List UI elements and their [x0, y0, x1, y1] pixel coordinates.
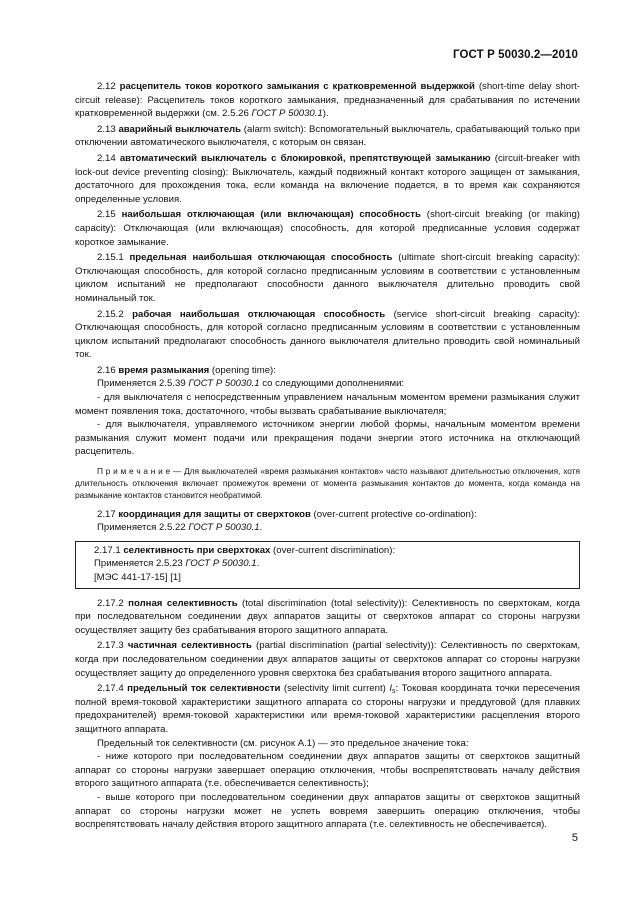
- clause-2-14: 2.14 автоматический выключатель с блокировкой, препятствующей замыканию (circuit-breaker with lock-out device preventing closing): Выключатель, каждый подвижный контакт которого защищен от замыкания, достаточного для прохождения тока, если команда на включение подается, в то время как сохраняются определенные условия.: [75, 152, 581, 205]
- term: полная селективность: [128, 597, 238, 609]
- clause-2-16-item-1: - для выключателя с непосредственным управлением начальным моментом времени размыкания служит момент появления тока, достаточного, чтобы вызвать срабатывание выключателя;: [75, 392, 580, 417]
- term: время размыкания: [118, 364, 210, 376]
- term: наибольшая отключающая (или включающая) способность: [121, 209, 421, 221]
- iec-reference: [МЭС 441-17-15] [1]: [94, 572, 181, 584]
- clause-2-17-2: 2.17.2 полная селективность (total discrimination (total selectivity)): Селективность по сверхтокам, когда при последовательном соединении двух аппаратов защиты от сверхтоков аппарат со стороны нагрузки осуществляет защиту без срабатывания второго защитного аппарата.: [75, 597, 580, 636]
- clause-2-17: 2.17 координация для защиты от сверхтоков (over-current protective co-ordination):: [97, 508, 477, 520]
- term: частичная селективность: [127, 640, 252, 652]
- term: предельная наибольшая отключающая способность: [129, 252, 393, 264]
- term: аварийный выключатель: [118, 123, 242, 135]
- clause-2-16: 2.16 время размыкания (opening time):: [97, 364, 276, 376]
- clause-2-17-4: 2.17.4 предельный ток селективности (selectivity limit current) $I_s$: Токовая координата точки пересечения полной время-токовой характеристики защитного аппарата со стороны нагрузки и преддуговой (для плавких предохранителей) время-токовой характеристики или время-токовой характеристики расцепления второго защитного аппарата.: [75, 683, 581, 735]
- clause-2-17-applies: Применяется 2.5.22 ГОСТ Р 50030.1.: [97, 522, 263, 534]
- note-label: П р и м е ч а н и е: [97, 466, 171, 477]
- boxed-clause-2-17-1: 2.17.1 селективность при сверхтоках (over-current discrimination): Применяется 2.5.23 ГОСТ Р 50030.1. [МЭС 441-17-15] [1]: [75, 541, 580, 589]
- clause-2-16-applies: Применяется 2.5.39 ГОСТ Р 50030.1 со следующими дополнениями:: [97, 378, 405, 390]
- clause-2-15-1: 2.15.1 предельная наибольшая отключающая способность (ultimate short-circuit breaking capacity): Отключающая способность, для которой согласно предписанным условиям в соответствии с установленным циклом испытаний не предполагают способности данного выключателя длительно проводить свой номинальный ток.: [75, 252, 580, 304]
- clause-2-13: 2.13 аварийный выключатель (alarm switch): Вспомогательный выключатель, срабатывающий только при отключении автоматического выключателя, с которым он связан.: [75, 123, 580, 149]
- term: селективность при сверхтоках: [123, 544, 271, 556]
- clause-2-17-4-intro: Предельный ток селективности (см. рисунок А.1) — это предельное значение тока:: [97, 737, 469, 749]
- term: автоматический выключатель с блокировкой, препятствующей замыканию: [119, 152, 491, 164]
- note: П р и м е ч а н и е — Для выключателей «время размыкания контактов» часто называют длительностью отключения, хотя длительность отключения включает промежуток времени от момента размыкания контактов до момента, когда команда на размыкание контактов становится необратимой.: [75, 466, 580, 501]
- page-number: 5: [571, 832, 578, 844]
- document-body: [75, 80, 580, 832]
- clause-2-15-2: 2.15.2 рабочая наибольшая отключающая способность (service short-circuit breaking capacity): Отключающая способность, для которой согласно предписанным условиям в соответствии с установленным циклом испытаний предполагают способность данного выключателя длительно проводить свой номинальный ток.: [75, 308, 580, 361]
- clause-2-12: 2.12 расцепитель токов короткого замыкания с кратковременной выдержкой (short-time delay short-circuit release): Расцепитель токов короткого замыкания, предназначенный для срабатывания по истечении кратковременной выдержки (см. 2.5.26 ГОСТ Р 50030.1).: [75, 81, 580, 120]
- clause-2-17-3: 2.17.3 частичная селективность (partial discrimination (partial selectivity)): Селективность по сверхтокам, когда при последовательном соединении двух аппаратов защиты от сверхтоков аппарат со стороны нагрузки осуществляет защиту до определенного уровня сверхтока без срабатывания второго защитного аппарата.: [75, 640, 581, 679]
- clause-2-17-4-item-2: - выше которого при последовательном соединении двух аппаратов защиты от сверхтоков защитный аппарат со стороны нагрузки может не успеть вовремя завершить операцию отключения, чтобы воспрепятствовать началу действия второго защитного аппарата (т.е. селективность не обеспечивается).: [75, 791, 580, 831]
- symbol: I: [389, 683, 392, 695]
- term: предельный ток селективности: [127, 683, 281, 695]
- term: рабочая наибольшая отключающая способность: [132, 308, 386, 320]
- clause-2-17-4-item-1: - ниже которого при последовательном соединении двух аппаратов защиты от сверхтоков защитный аппарат со стороны нагрузки завершает операцию отключения, чтобы воспрепятствовать началу действия второго защитного аппарата (т.е. обеспечивается селективность);: [75, 751, 580, 790]
- clause-2-16-item-2: - для выключателя, управляемого источником энергии любой формы, начальным моментом времени размыкания служит момент подачи или прекращения подачи энергии этого источника на отключающий расцепитель.: [75, 419, 580, 458]
- document-header: ГОСТ Р 50030.2—2010: [453, 49, 578, 61]
- term: расцепитель токов короткого замыкания с кратковременной выдержкой: [119, 81, 475, 92]
- clause-2-15: 2.15 наибольшая отключающая (или включающая) способность (short-circuit breaking (or making) capacity): Отключающая (или включающая) способность, для которой предписанные условия содержат короткое замыкание.: [75, 209, 580, 248]
- term: координация для защиты от сверхтоков: [118, 508, 311, 520]
